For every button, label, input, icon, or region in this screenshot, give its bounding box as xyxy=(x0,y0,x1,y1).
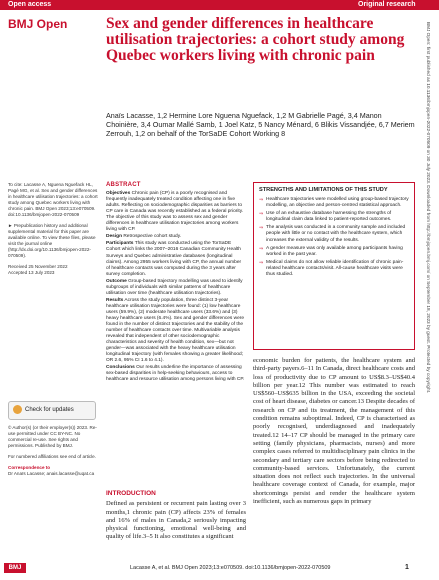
how-to-cite: To cite: Lacasse A, Nguena Nguefack HL, Pagé MG, et al. Sex and gender differences in healthcare utilisation trajectories: a cohort study among Quebec workers living with chronic pain. BMJ Open 2023;13:e070509. doi:10.1136/bmjopen-2022-070509 xyxy=(8,182,98,217)
abstract-objectives: Objectives Chronic pain (CP) is a poorly recognised and frequently inadequately treated condition affecting one in five adults. Reflecting on sociodemographic disparities as barriers to CP care in Canada was recently established as a federal priority. The objective of this study was to assess sex and gender differences in healthcare utilisation trajectories among workers living with CP. xyxy=(106,191,244,233)
abstract-participants: Participants This study was conducted using the TorSaDE Cohort which links the 2007–2016 Canadian Community Health Surveys and Quebec administrative databases (longitudinal claims). Among 2955 workers living with CP, the annual number of healthcare contacts was computed during the 3 years after survey completion. xyxy=(106,241,242,277)
strengths-limitations-box xyxy=(253,182,415,350)
license-note: © Author(s) (or their employer(s)) 2023. Re-use permitted under CC BY-NC. No commercial re-use. See rights and permissions. Published by BMJ. xyxy=(8,425,97,448)
prepublication-note[interactable]: ► Prepublication history and additional supplemental material for this paper are available online. To view these files, please visit the journal online (http://dx.doi.org/10.1136/bmjopen-2022-070509). xyxy=(8,223,96,258)
left-sidebar xyxy=(8,182,98,281)
abstract-results: Results Across the study population, three distinct 3-year healthcare utilisation trajectories were found: (1) low healthcare users (59.9%), (2) moderate healthcare users (33.6%) and (3) heavy healthcare users (6.4%). Sex and gender differences were found in the number of distinct trajectories and the stability of the number of healthcare contacts over time. Multivariable analysis revealed that independent of other sociodemographic characteristics and severity of health condition, sex—but not gender—was associated with the heavy healthcare utilisation longitudinal trajectory (with females showing a greater likelihood; OR 2.6, 95% CI 1.6 to 4.1). xyxy=(106,297,245,364)
abstract xyxy=(106,182,246,385)
box-heading: STRENGTHS AND LIMITATIONS OF THIS STUDY xyxy=(259,187,388,193)
side-download-note: BMJ Open: first published as 10.1136/bmjopen-2022-070509 on 30 July 2023. Downloaded from http://bmjopen.bmj.com/ on September 18, 2023 by guest. Protected by copyright. xyxy=(426,22,431,394)
check-label: Check for updates xyxy=(25,407,74,413)
abstract-design: Design Retrospective cohort study. xyxy=(106,234,182,240)
top-band xyxy=(0,0,439,10)
list-item: ⇒ Healthcare trajectories were modelled using group-based trajectory modelling, an objective and person-centred statistical approach. xyxy=(259,197,409,209)
author-list: Anaïs Lacasse, 1,2 Hermine Lore Nguena Nguefack, 1,2 M Gabrielle Pagé, 3,4 Manon Choinière, 3,4 Oumar Mallé Samb, 1 Joel Katz, 5 Nancy Ménard, 6 Blikis Vissandjée, 6,7 Meriem Zerrouh, 1,2 on behalf of the TorSaDE Cohort Working 8 xyxy=(106,111,415,138)
page-footer xyxy=(0,562,439,576)
correspondence-contact[interactable]: Dr Anaïs Lacasse; anais.lacasse@uqat.ca xyxy=(8,471,95,476)
article-title: Sex and gender differences in healthcare utilisation trajectories: a cohort study among Quebec workers living with chronic pain xyxy=(106,15,405,64)
journal-logo: BMJ Open xyxy=(8,17,68,31)
update-icon xyxy=(13,405,22,414)
bmj-footer-logo: BMJ xyxy=(4,563,26,573)
received-accepted-dates: Received 25 November 2022 Accepted 13 July 2023 xyxy=(8,264,68,275)
list-item: ⇒ Use of an exhaustive database harnessing the strengths of longitudinal claim data linked to patient-reported outcomes. xyxy=(259,211,409,223)
box-list xyxy=(259,197,409,278)
abstract-outcome: Outcome Group-based trajectory modelling was used to identify subgroups of individuals with similar patterns of healthcare utilisation over time (healthcare utilisation trajectories). xyxy=(106,278,243,296)
introduction-text: Defined as persistent or recurrent pain lasting over 3 months,1 chronic pain (CP) affects 23% of females and 16% of males in Canada,2 seriously impacting physical functioning, emotional well-being and quality of life.3–5 It also constitutes a significant xyxy=(106,500,246,541)
introduction xyxy=(106,490,246,542)
affiliations-note: For numbered affiliations see end of article. xyxy=(8,454,97,459)
page-number: 1 xyxy=(405,564,409,571)
open-access-label: Open access xyxy=(8,1,52,8)
body-column-2: economic burden for patients, the healthcare system and third-party payers.6–11 In Canada, direct healthcare costs and loss of productivity due to CP amount to US$8.3–US$40.4 billion per year.12 This number was estimated to reach US$560–US$635 billion in the USA, exceeding the societal cost of heart disease, diabetes or cancer.13 Despite decades of research on CP and its treatment, the management of this condition remains suboptimal. Indeed, CP is characterised as poorly recognised, underdiagnosed and inadequately treated.12 14–17 CP should be managed in the primary care setting (family physicians, pharmacists, nurses) and more complex cases referred to multidisciplinary pain clinics in the secondary and tertiary care sectors before being redirected to community-based services. Unfortunately, the current situation does not reflect such trajectories. In the universal healthcare coverage context of Canada, for example, major shortcomings persist and render the healthcare system inefficient, such as numerous gaps in primary xyxy=(253,357,415,506)
abstract-conclusions: Conclusions Our results underline the importance of assessing sex-based disparities in help-seeking behaviours, access to healthcare and resource utilisation among persons living with CP. xyxy=(106,365,245,383)
left-sidebar-lower xyxy=(8,425,98,482)
section-label: Original research xyxy=(358,1,416,8)
footer-citation: Lacasse A, et al. BMJ Open 2023;13:e070509. doi:10.1136/bmjopen-2022-070509 xyxy=(130,565,331,571)
check-for-updates-button[interactable] xyxy=(8,401,96,420)
list-item: ⇒ Medical claims do not allow reliable identification of chronic pain-related healthcare contacts/visit. All-cause healthcare visits were thus studied. xyxy=(259,260,409,278)
list-item: ⇒ A gender measure was only available among participants having worked in the past year. xyxy=(259,246,409,258)
introduction-heading: INTRODUCTION xyxy=(106,490,156,497)
correspondence-heading: Correspondence to xyxy=(8,465,51,470)
abstract-heading: ABSTRACT xyxy=(106,182,141,188)
list-item: ⇒ The analysis was conducted in a community sample and included people with little or no contact with the healthcare system, which increases the external validity of the results. xyxy=(259,225,409,243)
